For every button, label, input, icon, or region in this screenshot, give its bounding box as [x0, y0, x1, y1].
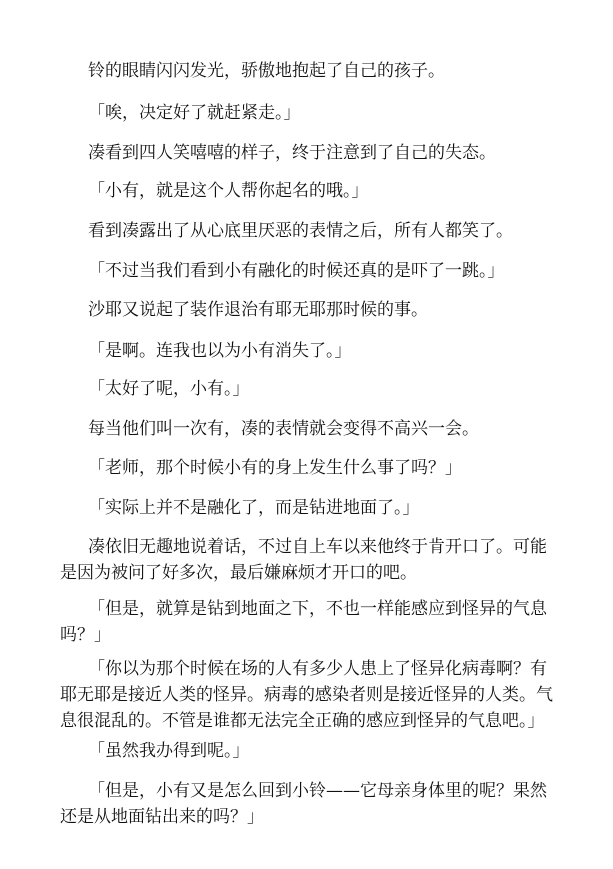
paragraph-10 — [88, 416, 548, 442]
paragraph-15 — [60, 656, 553, 734]
paragraph-3 — [88, 140, 548, 166]
paragraph-line: 「是啊。连我也以为小有消失了。」 — [88, 341, 352, 361]
paragraph-line: 「实际上并不是融化了，而是钻进地面了。」 — [88, 498, 420, 518]
paragraph-12 — [88, 495, 548, 521]
paragraph-line: 每当他们叫一次有，凑的表情就会变得不高兴一会。 — [88, 419, 479, 439]
paragraph-line: 息很混乱的。不管是谁都无法完全正确的感应到怪异的气息吧。」 — [60, 711, 545, 731]
paragraph-line: 耶无耶是接近人类的怪异。病毒的感染者则是接近怪异的人类。气 — [60, 685, 553, 705]
paragraph-17 — [60, 778, 548, 830]
paragraph-line: 「老师，那个时候小有的身上发生什么事了吗？」 — [88, 458, 462, 478]
paragraph-line: 铃的眼睛闪闪发光，骄傲地抱起了自己的孩子。 — [88, 61, 445, 81]
paragraph-line: 凑看到四人笑嘻嘻的样子，终于注意到了自己的失态。 — [88, 143, 496, 163]
paragraph-1 — [88, 58, 548, 84]
paragraph-line: 「唉，决定好了就赶紧走。」 — [88, 103, 301, 123]
paragraph-14 — [60, 596, 548, 648]
paragraph-line: 「你以为那个时候在场的人有多少人患上了怪异化病毒啊？有 — [88, 659, 547, 679]
paragraph-2 — [88, 100, 548, 126]
paragraph-line: 「太好了呢，小有。」 — [88, 379, 250, 399]
paragraph-11 — [88, 455, 548, 481]
paragraph-line: 吗？」 — [60, 625, 111, 645]
paragraph-line: 沙耶又说起了装作退治有耶无耶那时候的事。 — [88, 300, 428, 320]
paragraph-9 — [88, 376, 548, 402]
paragraph-13 — [60, 534, 548, 586]
paragraph-line: 「虽然我办得到呢。」 — [88, 741, 250, 761]
paragraph-line: 还是从地面钻出来的吗？」 — [60, 807, 264, 827]
paragraph-line: 看到凑露出了从心底里厌恶的表情之后，所有人都笑了。 — [88, 221, 513, 241]
paragraph-7 — [88, 297, 548, 323]
paragraph-16 — [88, 738, 548, 764]
paragraph-line: 「但是，就算是钻到地面之下，不也一样能感应到怪异的气息 — [88, 599, 547, 619]
paragraph-6 — [88, 258, 548, 284]
paragraph-line: 「小有，就是这个人帮你起名的哦。」 — [88, 181, 369, 201]
paragraph-line: 凑依旧无趣地说着话，不过自上车以来他终于肯开口了。可能 — [88, 537, 547, 557]
paragraph-line: 「不过当我们看到小有融化的时候还真的是吓了一跳。」 — [88, 261, 505, 281]
paragraph-4 — [88, 178, 548, 204]
paragraph-line: 是因为被问了好多次，最后嫌麻烦才开口的吧。 — [60, 563, 417, 583]
paragraph-8 — [88, 338, 548, 364]
paragraph-line: 「但是，小有又是怎么回到小铃——它母亲身体里的呢？果然 — [88, 781, 547, 801]
paragraph-5 — [88, 218, 548, 244]
